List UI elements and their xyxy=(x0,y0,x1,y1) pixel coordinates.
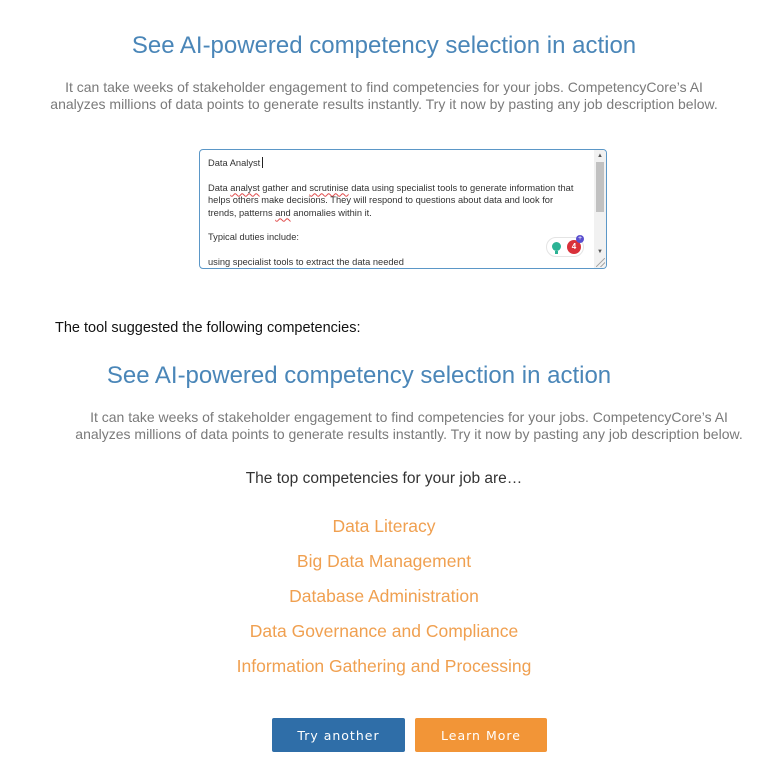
text-span: trends, patterns xyxy=(208,207,276,218)
competency-item: Data Governance and Compliance xyxy=(249,621,519,641)
text-span: Data xyxy=(208,182,231,193)
competency-item: Data Literacy xyxy=(332,516,436,536)
competency-item: Database Administration xyxy=(289,586,479,606)
grammar-badge-icon[interactable]: 4 xyxy=(567,240,581,254)
scroll-thumb[interactable] xyxy=(596,162,604,212)
results-caption: The tool suggested the following competencies: xyxy=(55,320,361,336)
resize-grip-icon[interactable] xyxy=(596,258,605,267)
duties-heading: Typical duties include: xyxy=(208,232,299,242)
competency-item: Big Data Management xyxy=(296,551,472,571)
spellcheck-word[interactable]: analyst xyxy=(230,182,260,193)
job-title-line: Data Analyst xyxy=(208,158,261,168)
competency-item: Information Gathering and Processing xyxy=(236,656,532,676)
results-label: The top competencies for your job are… xyxy=(245,470,523,487)
scroll-down-arrow-icon[interactable]: ▼ xyxy=(597,249,603,255)
job-description-text xyxy=(208,157,590,269)
spellcheck-word[interactable]: and xyxy=(275,207,291,218)
learn-more-button[interactable]: Learn More xyxy=(415,718,547,752)
text-span: data using specialist tools to generate information that xyxy=(348,182,574,193)
section1-intro-line2: analyzes millions of data points to generate results instantly. Try it now by pasting any job description below. xyxy=(50,96,718,112)
lightbulb-icon[interactable] xyxy=(552,242,561,251)
section1-title: See AI-powered competency selection in action xyxy=(131,32,637,59)
try-another-button[interactable]: Try another xyxy=(272,718,405,752)
section2-title: See AI-powered competency selection in action xyxy=(106,362,612,389)
extension-icons xyxy=(546,237,584,257)
section2-intro-line1: It can take weeks of stakeholder engagement to find competencies for your jobs. CompetencyCore’s AI xyxy=(90,409,728,425)
text-span: gather and xyxy=(259,182,310,193)
text-caret xyxy=(262,157,263,168)
section1-intro-line1: It can take weeks of stakeholder engagement to find competencies for your jobs. CompetencyCore’s AI xyxy=(65,79,703,95)
section2-intro-line2: analyzes millions of data points to generate results instantly. Try it now by pasting any job description below. xyxy=(75,426,743,442)
text-span: anomalies within it. xyxy=(290,207,372,218)
textarea-scrollbar[interactable] xyxy=(594,150,606,268)
scroll-up-arrow-icon[interactable]: ▲ xyxy=(597,153,603,159)
duty-line: using specialist tools to extract the data needed xyxy=(208,256,404,267)
text-line: helps others make decisions. They will respond to questions about data and look for xyxy=(208,195,554,205)
plus-icon: + xyxy=(577,235,583,242)
spellcheck-word[interactable]: scrutinise xyxy=(309,182,349,193)
job-description-textarea[interactable] xyxy=(199,149,607,269)
